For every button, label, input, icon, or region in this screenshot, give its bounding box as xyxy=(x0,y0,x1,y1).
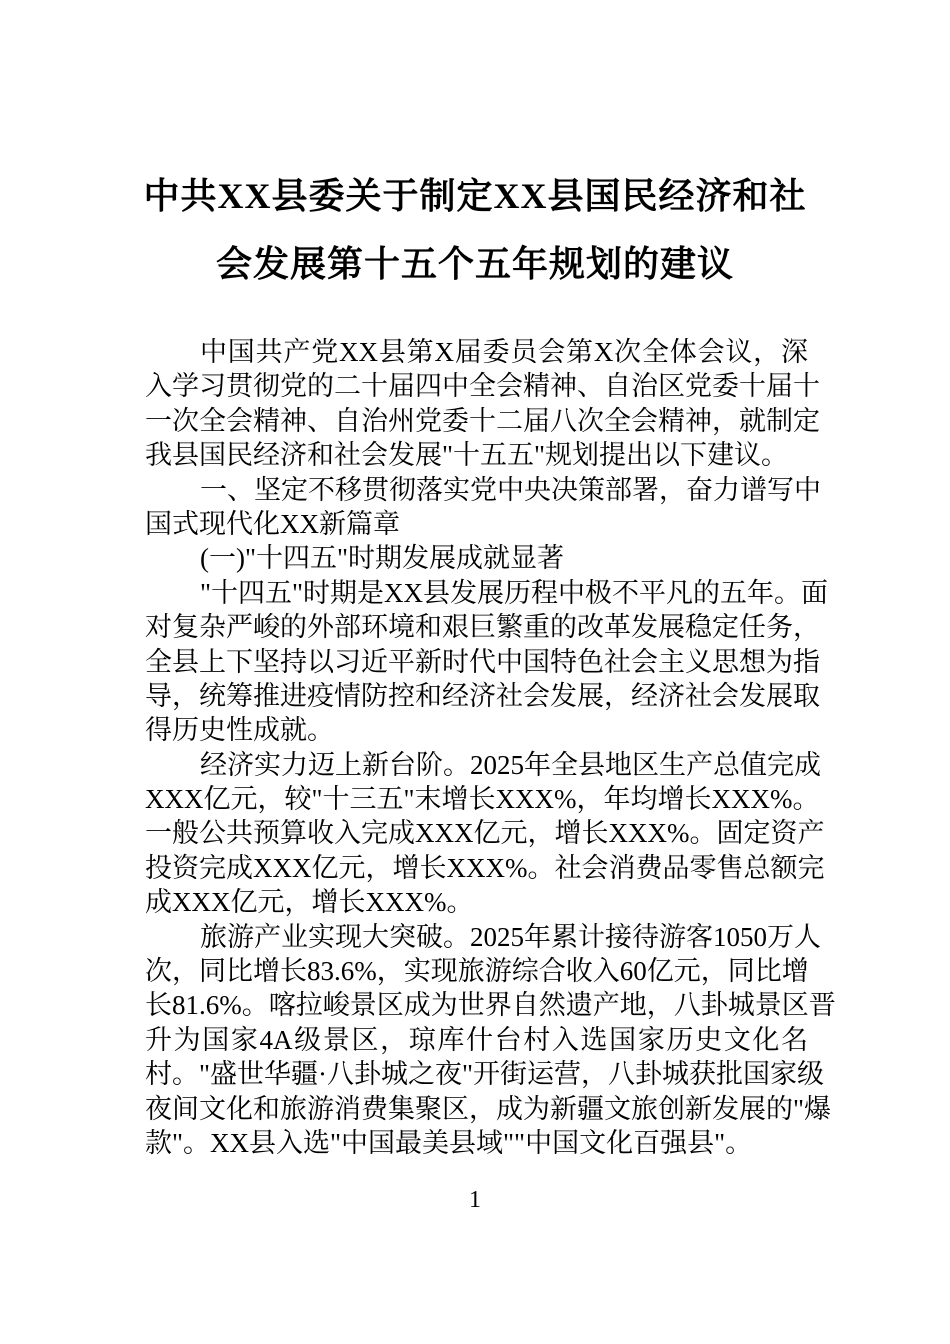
paragraph xyxy=(145,748,825,920)
text-line: 入学习贯彻党的二十届四中全会精神、自治区党委十届十 xyxy=(145,371,820,402)
text-line: 一般公共预算收入完成XXX亿元，增长XXX%。固定资产 xyxy=(145,818,825,849)
paragraph xyxy=(145,541,808,575)
text-line: 次，同比增长83.6%，实现旅游综合收入60亿元，同比增 xyxy=(145,956,809,987)
text-line: 投资完成XXX亿元，增长XXX%。社会消费品零售总额完 xyxy=(145,852,825,883)
text-line: 村。"盛世华疆·八卦城之夜"开街运营，八卦城获批国家级 xyxy=(145,1059,825,1090)
page-number: 1 xyxy=(469,1187,481,1213)
text-line: XXX亿元，较"十三五"末增长XXX%，年均增长XXX%。 xyxy=(145,784,820,815)
document-body xyxy=(145,335,836,1160)
text-line: 升为国家4A级景区，琼库什台村入选国家历史文化名 xyxy=(145,1024,808,1055)
text-line: 长81.6%。喀拉峻景区成为世界自然遗产地，八卦城景区晋 xyxy=(145,990,836,1021)
text-line: 成XXX亿元，增长XXX%。 xyxy=(145,887,474,918)
paragraph xyxy=(145,920,836,1161)
text-line: 一次全会精神、自治州党委十二届八次全会精神，就制定 xyxy=(145,405,820,436)
paragraph xyxy=(145,576,829,748)
text-line: 全县上下坚持以习近平新时代中国特色社会主义思想为指 xyxy=(145,646,820,677)
title-line: 中共XX县委关于制定XX县国民经济和社 xyxy=(143,176,807,216)
text-line: 一、坚定不移贯彻落实党中央决策部署，奋力谱写中 xyxy=(200,474,821,505)
text-line: 款"。XX县入选"中国最美县域""中国文化百强县"。 xyxy=(145,1127,753,1158)
text-line: 国式现代化XX新篇章 xyxy=(145,508,400,539)
text-line: 中国共产党XX县第X届委员会第X次全体会议，深 xyxy=(200,337,808,367)
text-line: 旅游产业实现大突破。2025年累计接待游客1050万人 xyxy=(200,921,821,952)
text-line: 对复杂严峻的外部环境和艰巨繁重的改革发展稳定任务， xyxy=(145,612,820,643)
title-line: 会发展第十五个五年规划的建议 xyxy=(215,244,734,284)
text-line: "十四五"时期是XX县发展历程中极不平凡的五年。面 xyxy=(200,577,829,608)
text-line: 导，统筹推进疫情防控和经济社会发展，经济社会发展取 xyxy=(145,680,820,711)
text-line: 得历史性成就。 xyxy=(145,715,334,746)
text-line: 我县国民经济和社会发展"十五五"规划提出以下建议。 xyxy=(145,440,789,471)
text-line: (一)"十四五"时期发展成就显著 xyxy=(200,543,565,574)
paragraph xyxy=(145,335,820,473)
text-line: 经济实力迈上新台阶。2025年全县地区生产总值完成 xyxy=(200,749,821,780)
text-line: 夜间文化和旅游消费集聚区，成为新疆文旅创新发展的"爆 xyxy=(145,1093,832,1124)
paragraph xyxy=(145,473,821,542)
document-title xyxy=(0,162,950,298)
